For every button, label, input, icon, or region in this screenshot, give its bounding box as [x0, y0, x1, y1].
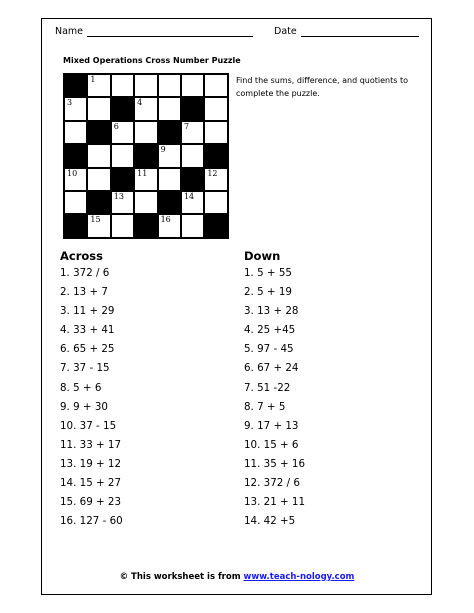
- grid-cell[interactable]: [111, 191, 134, 214]
- across-clues: [60, 267, 123, 534]
- black-cell: [64, 214, 87, 237]
- grid-cell[interactable]: [158, 168, 181, 191]
- cell-number: 15: [90, 215, 101, 225]
- down-clue: 8. 7 + 5: [244, 400, 286, 413]
- grid-cell[interactable]: [158, 97, 181, 120]
- footer-link[interactable]: www.teach-nology.com: [243, 572, 355, 582]
- grid-cell[interactable]: [87, 168, 110, 191]
- cell-number: 8: [67, 145, 73, 155]
- grid-cell[interactable]: [158, 214, 181, 237]
- grid-cell[interactable]: [111, 121, 134, 144]
- across-clue: 1. 372 / 6: [60, 267, 110, 279]
- down-clue: 7. 51 -22: [244, 381, 291, 394]
- grid-cell[interactable]: [134, 97, 157, 120]
- grid-cell[interactable]: [87, 214, 110, 237]
- grid-cell[interactable]: [181, 74, 204, 97]
- grid-cell[interactable]: [111, 144, 134, 167]
- black-cell: [181, 168, 204, 191]
- cell-number: 4: [137, 98, 143, 108]
- grid-cell[interactable]: [134, 121, 157, 144]
- down-clue: 6. 67 + 24: [244, 362, 299, 375]
- black-cell: [181, 97, 204, 120]
- cell-number: 14: [183, 191, 195, 201]
- across-clue: 2. 13 + 7: [60, 286, 108, 299]
- across-clue: 6. 65 + 25: [60, 343, 115, 356]
- grid-cell[interactable]: [87, 97, 110, 120]
- grid-cell[interactable]: [64, 191, 87, 214]
- date-line[interactable]: [301, 27, 419, 37]
- grid-cell[interactable]: [204, 97, 227, 120]
- black-cell: [204, 214, 227, 237]
- grid-cell[interactable]: [181, 191, 204, 214]
- across-clue: 10. 37 - 15: [60, 419, 117, 432]
- grid-cell[interactable]: [64, 97, 87, 120]
- date-label: Date: [274, 26, 297, 37]
- across-clue: 14. 15 + 27: [60, 477, 122, 490]
- black-cell: [158, 191, 181, 214]
- black-cell: [111, 97, 134, 120]
- grid-cell[interactable]: [87, 74, 110, 97]
- name-line[interactable]: [87, 27, 253, 37]
- across-clue: 9. 9 + 30: [60, 400, 108, 413]
- grid-cell[interactable]: [181, 121, 204, 144]
- down-clue: 14. 42 +5: [244, 515, 296, 528]
- grid-cell[interactable]: [204, 74, 227, 97]
- grid-cell[interactable]: [181, 214, 204, 237]
- name-label: Name: [55, 26, 84, 37]
- grid-cell[interactable]: [134, 74, 157, 97]
- down-clue: 1. 5 + 55: [244, 267, 292, 279]
- cell-number: 16: [160, 215, 171, 225]
- down-clue: 10. 15 + 6: [244, 438, 299, 451]
- grid-cell[interactable]: [181, 144, 204, 167]
- black-cell: [204, 144, 227, 167]
- cell-number: 12: [207, 168, 218, 178]
- grid-cell[interactable]: [158, 74, 181, 97]
- puzzle-grid: [63, 73, 229, 239]
- across-clue: 3. 11 + 29: [60, 305, 115, 318]
- grid-cell[interactable]: [64, 121, 87, 144]
- black-cell: [87, 191, 110, 214]
- across-heading: Across: [60, 249, 103, 263]
- cell-number: 11: [137, 168, 148, 178]
- down-clue: 12. 372 / 6: [244, 477, 300, 490]
- cell-number: 1: [90, 75, 96, 84]
- across-clue: 8. 5 + 6: [60, 381, 102, 394]
- cell-number: 6: [113, 121, 119, 131]
- grid-cell[interactable]: [111, 74, 134, 97]
- grid-cell[interactable]: [158, 144, 181, 167]
- footer-text: © This worksheet is from: [119, 572, 244, 582]
- grid-cell[interactable]: [204, 121, 227, 144]
- grid-cell[interactable]: [87, 144, 110, 167]
- cell-number: 13: [113, 191, 124, 201]
- cell-number: 5: [183, 98, 190, 108]
- grid-cell[interactable]: [204, 168, 227, 191]
- cell-number: 10: [67, 168, 78, 178]
- down-clue: 3. 13 + 28: [244, 305, 299, 318]
- cell-number: 7: [183, 121, 190, 131]
- grid-cell[interactable]: [204, 191, 227, 214]
- instructions: Find the sums, difference, and quotients to complete the puzzle.: [236, 76, 409, 98]
- cell-number: 9: [160, 145, 166, 155]
- across-clue: 16. 127 - 60: [60, 515, 123, 528]
- grid-cell[interactable]: [134, 168, 157, 191]
- date-field[interactable]: [274, 26, 419, 37]
- cell-number: 3: [67, 98, 73, 108]
- across-clue: 4. 33 + 41: [60, 324, 115, 337]
- footer: [0, 572, 474, 582]
- across-clue: 15. 69 + 23: [60, 496, 122, 509]
- grid-cell[interactable]: [134, 191, 157, 214]
- down-clue: 9. 17 + 13: [244, 419, 299, 432]
- down-clue: 2. 5 + 19: [244, 286, 292, 299]
- down-clues: [244, 267, 305, 534]
- down-clue: 13. 21 + 11: [244, 496, 306, 509]
- black-cell: [158, 121, 181, 144]
- down-clue: 11. 35 + 16: [244, 457, 306, 470]
- across-clue: 7. 37 - 15: [60, 362, 110, 375]
- across-clue: 13. 19 + 12: [60, 457, 122, 470]
- black-cell: [111, 168, 134, 191]
- across-clue: 11. 33 + 17: [60, 438, 122, 451]
- black-cell: [87, 121, 110, 144]
- black-cell: [134, 144, 157, 167]
- black-cell: [134, 214, 157, 237]
- down-heading: Down: [244, 249, 281, 263]
- grid-cell[interactable]: [111, 214, 134, 237]
- down-clue: 5. 97 - 45: [244, 343, 294, 356]
- puzzle-title: Mixed Operations Cross Number Puzzle: [63, 56, 241, 65]
- black-cell: [64, 144, 87, 167]
- black-cell: [64, 74, 87, 97]
- down-clue: 4. 25 +45: [244, 324, 296, 337]
- name-field[interactable]: [55, 26, 253, 37]
- grid-cell[interactable]: [64, 168, 87, 191]
